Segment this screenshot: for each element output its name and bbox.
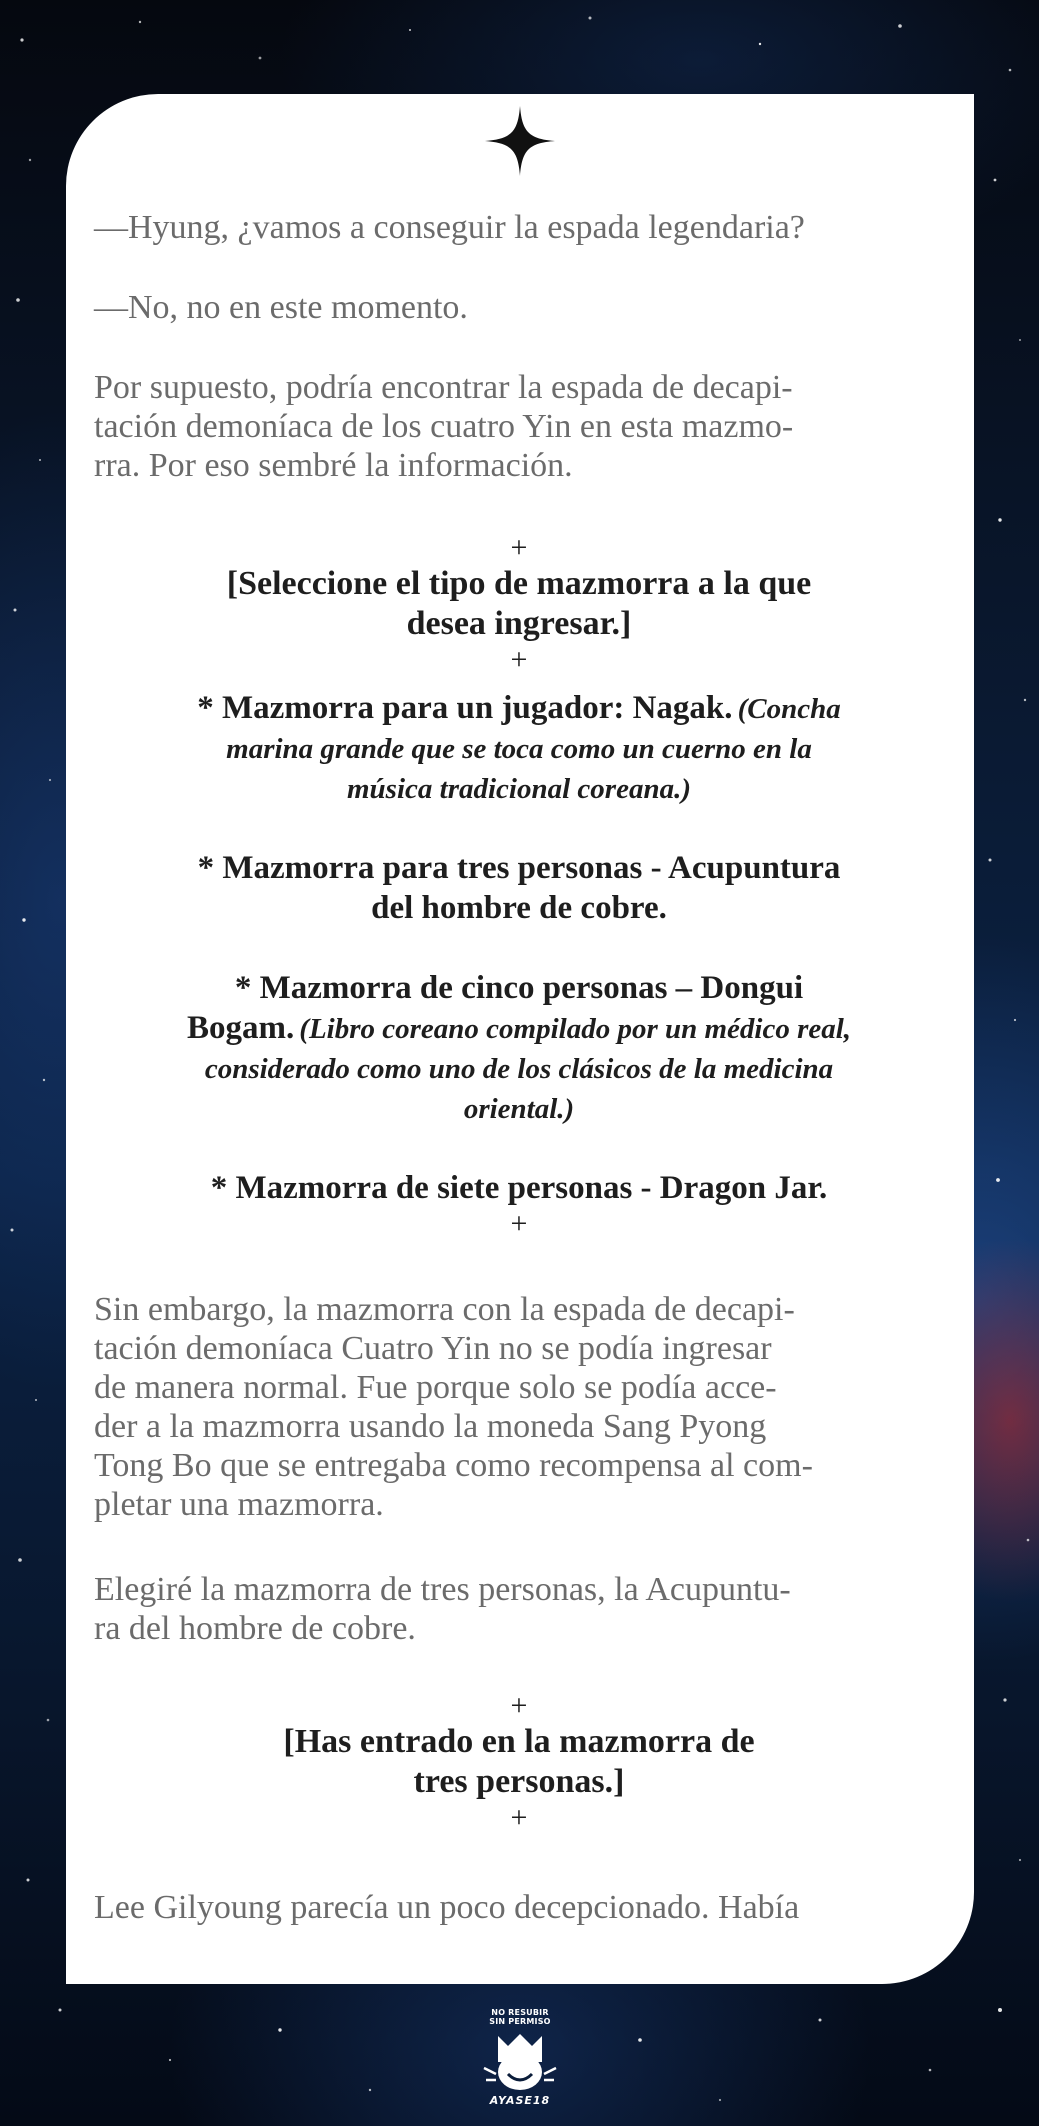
system-message-dungeon-select — [94, 532, 944, 676]
dungeon-option-seven-label: * Mazmorra de siete personas - Dragon Jar. — [210, 1170, 828, 1206]
system-plus-marker: + — [510, 531, 528, 564]
dungeon-option-solo-note-start: (Concha — [737, 693, 841, 725]
dungeon-option-three-line-2: del hombre de cobre. — [371, 890, 667, 926]
paragraph-4-line-1: Sin embargo, la mazmorra con la espada de decapi- — [94, 1291, 795, 1328]
dungeon-option-five-line-1: * Mazmorra de cinco personas – Dongui — [234, 970, 804, 1006]
system-plus-marker: + — [510, 1689, 528, 1722]
dungeon-option-five-note-start: (Libro coreano compilado por un médico real, — [299, 1013, 852, 1045]
system-entered-line-2: tres personas.] — [413, 1763, 625, 1800]
paragraph-2 — [94, 288, 944, 327]
paragraph-3-line-3: rra. Por eso sembré la información. — [94, 447, 573, 484]
paragraph-6 — [94, 1888, 944, 1927]
paragraph-3 — [94, 368, 944, 485]
dungeon-option-five-note-line-3: oriental.) — [463, 1093, 575, 1125]
system-plus-marker: + — [510, 1207, 528, 1240]
paragraph-1 — [94, 208, 944, 247]
paragraph-6-text: Lee Gilyoung parecía un poco decepcionado. Había — [94, 1889, 800, 1926]
dungeon-option-five — [94, 968, 944, 1129]
paragraph-4-line-6: pletar una mazmorra. — [94, 1486, 384, 1523]
paragraph-3-line-2: tación demoníaca de los cuatro Yin en esta mazmo- — [94, 408, 794, 445]
paragraph-3-line-1: Por supuesto, podría encontrar la espada de decapi- — [94, 369, 793, 406]
paragraph-4-line-3: de manera normal. Fue porque solo se podía acce- — [94, 1369, 777, 1406]
system-message-dungeon-entered — [94, 1690, 944, 1834]
paragraph-1-text: —Hyung, ¿vamos a conseguir la espada legendaria? — [94, 209, 805, 246]
system-select-title-line-1: [Seleccione el tipo de mazmorra a la que — [226, 565, 812, 602]
dungeon-option-five-note-line-2: considerado como uno de los clásicos de la medicina — [204, 1053, 834, 1085]
dungeon-option-five-line-2: Bogam. — [186, 1010, 295, 1046]
paragraph-5-line-2: ra del hombre de cobre. — [94, 1610, 416, 1647]
system-plus-marker: + — [510, 643, 528, 676]
paragraph-4-line-5: Tong Bo que se entregaba como recompensa al com- — [94, 1447, 813, 1484]
system-entered-line-1: [Has entrado en la mazmorra de — [283, 1723, 755, 1760]
dungeon-option-solo — [94, 688, 944, 809]
dungeon-option-three — [94, 848, 944, 928]
paragraph-5 — [94, 1570, 944, 1648]
dungeon-option-solo-note-line-3: música tradicional coreana.) — [347, 773, 691, 805]
mascot-icon — [480, 2028, 560, 2096]
watermark-bottom-text: AYASE18 — [489, 2094, 551, 2107]
paragraph-2-text: —No, no en este momento. — [94, 289, 468, 326]
watermark-top-line-1: NO RESUBIR — [491, 2008, 549, 2017]
paragraph-4 — [94, 1290, 944, 1524]
sparkle-star-icon — [485, 106, 555, 176]
system-select-title-line-2: desea ingresar.] — [406, 605, 632, 642]
system-plus-marker: + — [510, 1801, 528, 1834]
paragraph-4-line-2: tación demoníaca Cuatro Yin no se podía ingresar — [94, 1330, 772, 1367]
dungeon-option-seven — [94, 1168, 944, 1240]
paragraph-5-line-1: Elegiré la mazmorra de tres personas, la Acupuntu- — [94, 1571, 791, 1608]
dungeon-option-three-line-1: * Mazmorra para tres personas - Acupuntura — [197, 850, 841, 886]
dungeon-option-solo-note-line-2: marina grande que se toca como un cuerno en la — [226, 733, 812, 765]
dungeon-option-solo-label: * Mazmorra para un jugador: Nagak. — [197, 690, 733, 726]
watermark-top-line-2: SIN PERMISO — [489, 2017, 551, 2026]
watermark-top-text — [455, 2008, 585, 2026]
paragraph-4-line-4: der a la mazmorra usando la moneda Sang Pyong — [94, 1408, 767, 1445]
scanlation-watermark-logo — [455, 2008, 585, 2116]
